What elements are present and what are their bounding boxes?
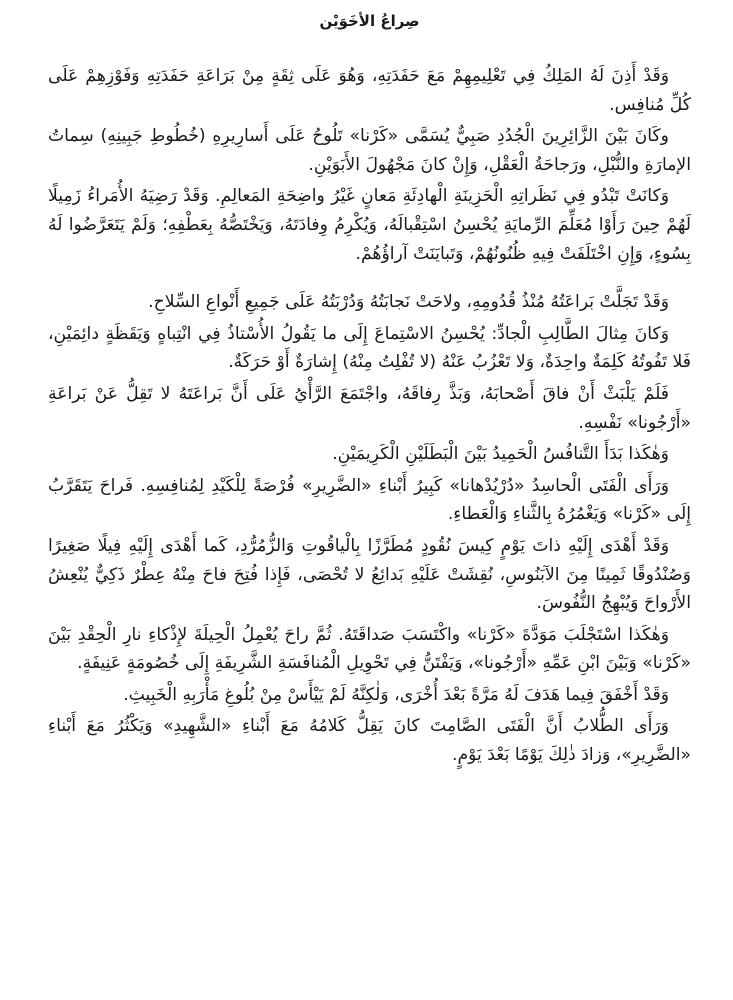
paragraph: وَهٰكَذا اسْتَجْلَبَ مَوَدَّةَ «كَرْنا» واكْتَسَبَ صَداقَتَهُ. ثُمَّ راحَ يُعْمِلُ الْحِيلَةَ لإِذْكاءِ نارِ الْحِقْدِ بَيْنَ «كَرْنا» وَبَيْنَ ابْنِ عَمِّهِ «أَرْجُونا»، وَيَفْتَنُّ فِي تَحْوِيلِ الْمُنافَسَةِ الشَّرِيفَةِ إِلَى خُصُومَةٍ عَنِيفَةٍ. bbox=[48, 624, 691, 674]
paragraph: وَقَدْ أَذِنَ لَهُ المَلِكُ فِي تَعْلِيمِهِمْ مَعَ حَفَدَتِهِ، وَهُوَ عَلَى ثِقَةٍ مِنْ بَرَاعَةِ حَفَدَتِهِ وَفَوْزِهِمْ عَلَى كُلِّ مُنافِس. bbox=[48, 66, 691, 115]
body-text bbox=[48, 62, 691, 770]
paragraph: وكَانَ بَيْنَ الزَّائِرِينَ الْجُدُدِ صَبِيٌّ يُسَمَّى «كَرْنا» تَلُوحُ عَلَى أَسارِيرِهِ (خُطُوطِ جَبِينِهِ) سِماتُ الإمارَةِ والنُّبْلِ، ورَجاحَةُ الْعَقْلِ، وَإِنْ كانَ مَجْهُولَ الأَبَوَيْنِ. bbox=[48, 126, 691, 175]
paragraph: وَقَدْ أَهْدَى إِلَيْهِ ذاتَ يَوْمٍ كِيسَ نُقُودٍ مُطَرَّزًا بِالْياقُوتِ وَالزُّمُرُّدِ، كَما أَهْدَى إِلَيْهِ فِيلًا صَغِيرًا وَصُنْدُوقًا ثَمِينًا مِنَ الآبَنُوسِ، نُقِشَتْ عَلَيْهِ بَدائِعُ لا تُحْصَى، فَإِذا فُتِحَ فاحَ مِنْهُ عِطْرٌ ذَكِيٌّ يُنْعِشُ الأَرْواحَ وَيُبْهِجُ النُّفُوسَ. bbox=[48, 535, 691, 614]
paragraph: وَرَأَى الطُّلابُ أَنَّ الْفَتَى الصَّامِتَ كانَ يَقِلُّ كَلامُهُ مَعَ أَبْناءِ «الشَّهِيدِ» وَيَكْثُرُ مَعَ أَبْناءِ «الضَّرِيرِ»، وَزادَ ذٰلِكَ يَوْمًا بَعْدَ يَوْمٍ. bbox=[48, 716, 691, 766]
paragraph: وَكانَ مِثالَ الطَّالِبِ الْجادِّ: يُحْسِنُ الاسْتِماعَ إِلَى ما يَقُولُ الأُسْتاذُ فِي انْتِباهٍ وَيَقَظَةٍ دائِمَيْنِ، فَلا تَفُوتُهُ كَلِمَةٌ واحِدَةٌ، وَلا تَعْزُبُ عَنْهُ (لا تُفْلِتُ مِنْهُ) إِشارَةٌ أَوْ حَرَكَةٌ. bbox=[48, 323, 691, 373]
paragraph: فَلَمْ يَلْبَثْ أَنْ فاقَ أَصْحابَهُ، وَبَذَّ رِفاقَهُ، واجْتَمَعَ الرَّأْيُ عَلَى أَنَّ بَراعَتَهُ لا تَقِلُّ عَنْ بَراعَةِ «أَرْجُونا» نَفْسِهِ. bbox=[48, 383, 691, 433]
paragraph: وَهٰكَذا بَدَأَ التَّنافُسُ الْحَمِيدُ بَيْنَ الْبَطَلَيْنِ الْكَرِيمَيْنِ. bbox=[332, 444, 669, 465]
paragraph: وَقَدْ أَخْفَقَ فِيما هَدَفَ لَهُ مَرَّةً بَعْدَ أُخْرَى، وَلٰكِنَّهُ لَمْ يَيْأَسْ مِنْ بُلُوغِ مَأْرَبِهِ الْخَبِيثِ. bbox=[123, 684, 669, 705]
chapter-title: صِراعُ الأخَوَيْن bbox=[319, 12, 420, 30]
paragraph: وَرَأَى الْفَتَى الْحاسِدُ «دُرْيُدْهانا» كَبِيرُ أَبْناءِ «الضَّرِيرِ» فُرْصَةً لِلْكَيْدِ لِمُنافِسِهِ. فَراحَ يَتَقَرَّبُ إِلَى «كَرْنا» وَيَغْمُرُهُ بِالثَّناءِ وَالْعَطاءِ. bbox=[48, 475, 691, 525]
paragraph: وَقَدْ تَجَلَّتْ بَراعَتُهُ مُنْذُ قُدُومِهِ، ولاحَتْ نَجابَتُهُ وَدُرْبَتُهُ عَلَى جَمِيعِ أَنْواعِ السِّلاحِ. bbox=[148, 292, 669, 313]
paragraph: وَكانَتْ تَبْدُو فِي نَظَراتِهِ الْحَزِينَةِ الْهادِئَةِ مَعانٍ غَيْرُ واضِحَةِ المَعالِمِ. وَقَدْ رَضِيَهُ الأُمَراءُ زَمِيلًا لَهُمْ حِينَ رَأَوْا مُعَلِّمَ الرِّمايَةِ يُحْسِنُ اسْتِقْبالَهُ، وَيُكْرِمُ وِفادَتَهُ، وَيَخْتَصُّهُ بِعَطْفِهِ؛ وَلَمْ يَتَعَرَّضُوا لَهُ بِسُوءٍ، وَإِنِ اخْتَلَفَتْ فِيهِ ظُنُونُهُمْ، وَتَبايَنَتْ آراؤُهُمْ. bbox=[48, 186, 691, 264]
